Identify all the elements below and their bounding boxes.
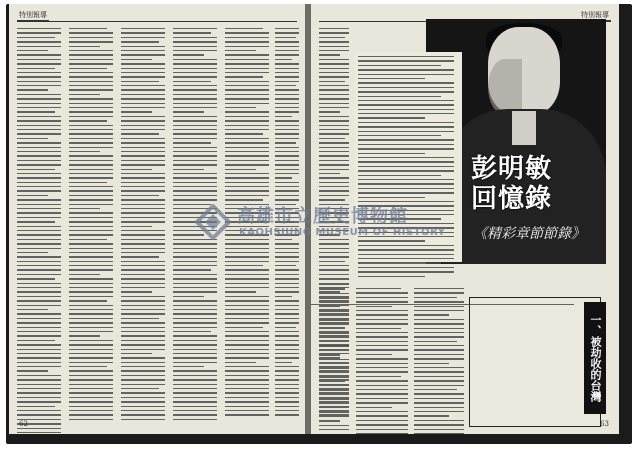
left-header-rule: [17, 21, 297, 22]
section-heading: 一、被劫收的台灣: [584, 302, 606, 414]
intro-text: [358, 56, 454, 280]
article-title-line-2: 回憶錄: [471, 184, 553, 214]
portrait-collar: [512, 111, 536, 145]
left-text-column-4: [173, 28, 217, 423]
left-text-column-1: [17, 28, 61, 434]
portrait-shade: [488, 59, 522, 115]
museum-name-chinese: 高雄市立歷史博物館: [237, 206, 408, 227]
left-text-column-5: [225, 28, 269, 419]
article-title: [471, 154, 552, 214]
left-page-number: 62: [19, 420, 28, 428]
left-text-column-3: [121, 28, 165, 423]
article-title-line-1: 彭明敏: [471, 154, 553, 184]
right-lower-column-2: [356, 288, 408, 434]
left-page: [9, 4, 305, 434]
right-lower-column-3: [414, 288, 464, 434]
left-text-column-2: [69, 28, 113, 423]
left-text-column-6: [275, 28, 299, 419]
article-subtitle: 《精彩章節節錄》: [473, 226, 585, 242]
section-intro-text: [474, 304, 574, 414]
right-page-number: 63: [600, 420, 609, 428]
right-page: [311, 4, 619, 434]
left-header-tag: 特別報導: [19, 11, 47, 19]
museum-name-english: KAOHSIUNG MUSEUM OF HISTORY: [239, 227, 446, 238]
right-lower-column-1: [319, 284, 349, 433]
right-header-tag: 特別報導: [581, 11, 609, 19]
